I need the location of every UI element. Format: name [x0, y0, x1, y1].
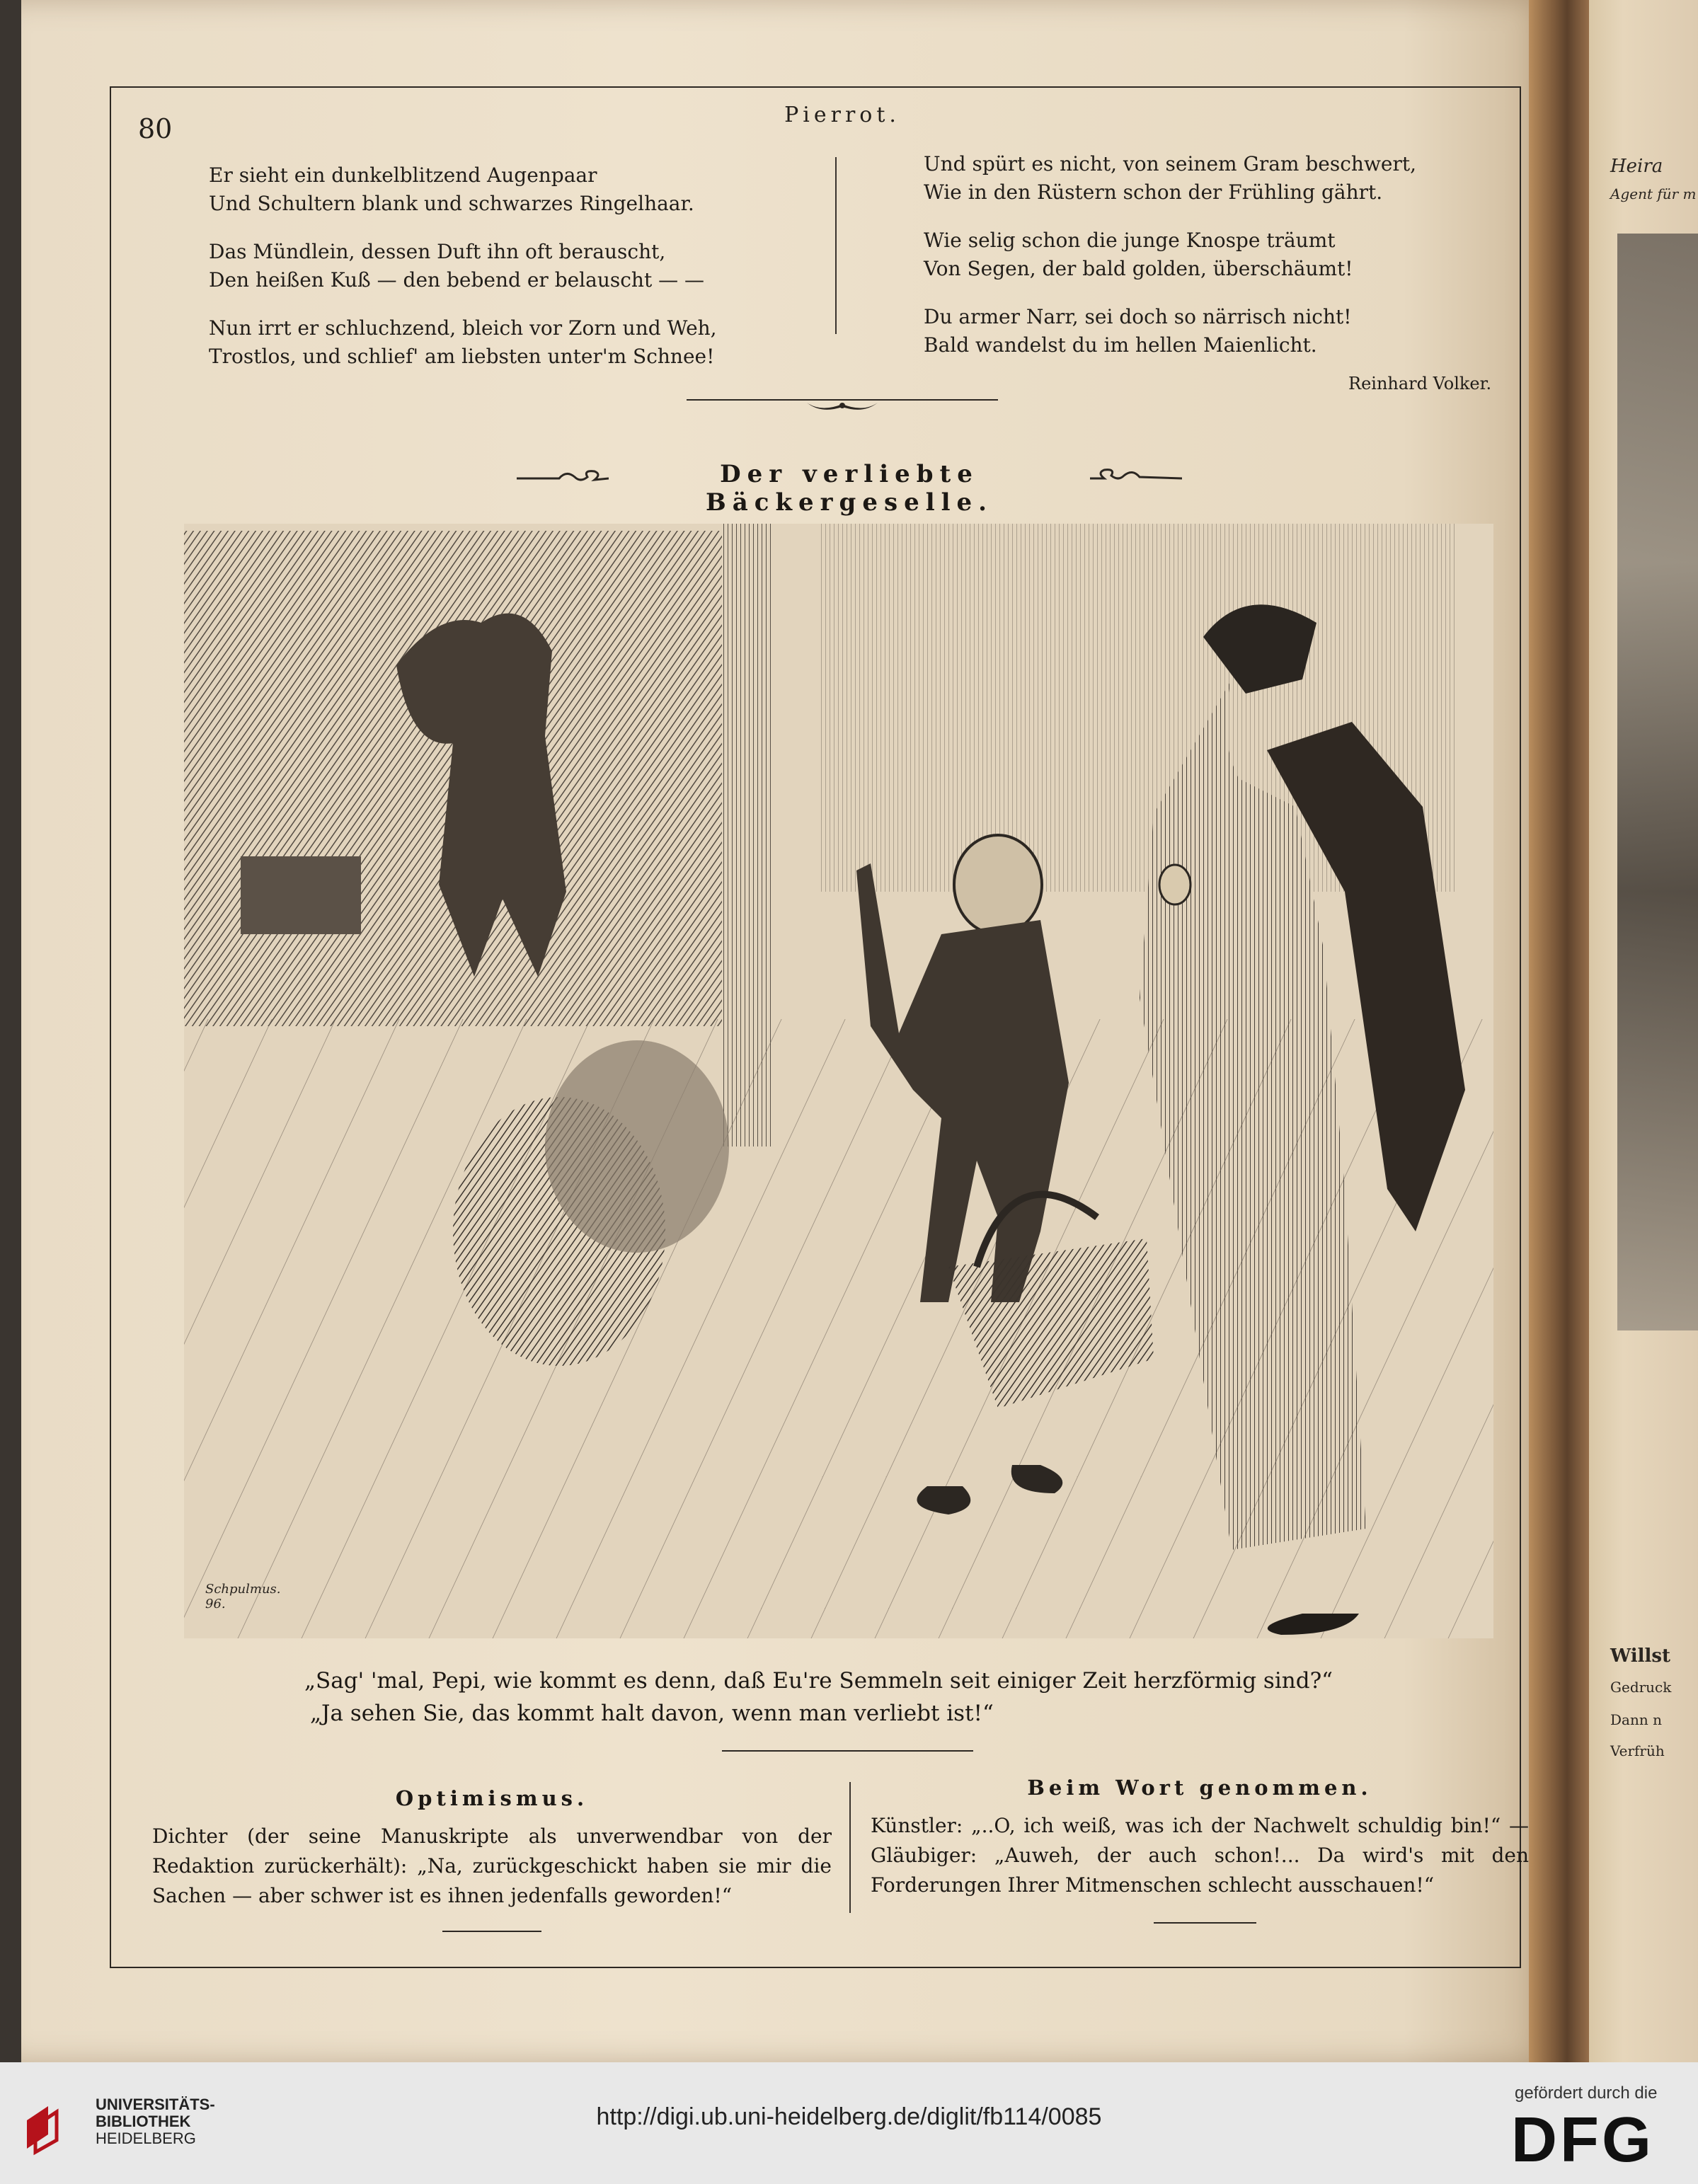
dfg-logo: DFG	[1511, 2105, 1654, 2176]
verse-line: Er sieht ein dunkelblitzend Augenpaar	[209, 163, 597, 187]
verse-line: Trostlos, und schlief' am liebsten unter'm Schnee!	[209, 345, 715, 368]
poem-left-column	[209, 161, 717, 391]
caption-rule	[722, 1750, 973, 1752]
ornament-divider	[687, 393, 998, 414]
funding-note: gefördert durch die	[1515, 2084, 1658, 2103]
adjacent-text: Willst	[1610, 1645, 1671, 1667]
stanza	[209, 238, 717, 294]
caption-line: „Sag' 'mal, Pepi, wie kommt es denn, daß Eu're Semmeln seit einiger Zeit herzförmig sind?“	[304, 1668, 1333, 1694]
viewer-footer	[0, 2062, 1698, 2184]
stanza	[924, 150, 1416, 207]
verse-line: Und Schultern blank und schwarzes Ringelhaar.	[209, 192, 694, 215]
running-head: Pierrot.	[784, 103, 900, 127]
column-divider	[835, 157, 837, 334]
end-rule	[1154, 1922, 1256, 1924]
verse-line: Das Mündlein, dessen Duft ihn oft berauscht,	[209, 240, 666, 263]
verse-line: Den heißen Kuß — den bebend er belauscht — —	[209, 268, 704, 292]
adjacent-text: Heira	[1610, 156, 1663, 177]
adjacent-text: Dann n	[1610, 1711, 1662, 1728]
adjacent-text: Verfrüh	[1610, 1742, 1665, 1759]
verse-line: Wie in den Rüstern schon der Frühling gährt.	[924, 180, 1383, 204]
permalink-url[interactable]: http://digi.ub.uni-heidelberg.de/diglit/fb114/0085	[596, 2103, 1102, 2130]
anecdote-text: Künstler: „..O, ich weiß, was ich der Nachwelt schuldig bin!“ — Gläubiger: „Auweh, der auch schon!... Da wird's mit den Forderungen Ihrer Mitmenschen schlecht ausschauen!“	[871, 1814, 1529, 1897]
library-name-line: HEIDELBERG	[96, 2130, 196, 2147]
poem-right-column	[924, 150, 1416, 379]
poem-author: Reinhard Volker.	[1348, 374, 1492, 393]
stanza	[209, 314, 717, 371]
anecdote-optimism	[152, 1783, 832, 1911]
book-gutter	[1529, 0, 1593, 2062]
verse-line: Nun irrt er schluchzend, bleich vor Zorn und Weh,	[209, 316, 717, 340]
anecdote-heading: Optimismus.	[395, 1786, 589, 1810]
cartoon-heading	[510, 460, 1189, 517]
anecdote-heading: Beim Wort genommen.	[1027, 1776, 1372, 1800]
verse-line: Bald wandelst du im hellen Maienlicht.	[924, 333, 1317, 357]
caption-line: „Ja sehen Sie, das kommt halt davon, wenn man verliebt ist!“	[310, 1701, 994, 1726]
column-divider	[849, 1782, 851, 1913]
end-rule	[442, 1931, 541, 1932]
anecdote-taken-at-word	[871, 1773, 1529, 1900]
verse-line: Und spürt es nicht, von seinem Gram beschwert,	[924, 152, 1417, 176]
flourish-right-icon	[1090, 467, 1182, 488]
stanza	[924, 226, 1416, 283]
artist-signature: Schpulmus. 96.	[205, 1582, 281, 1611]
verse-line: Von Segen, der bald golden, überschäumt!	[924, 257, 1353, 280]
verse-line: Wie selig schon die junge Knospe träumt	[924, 229, 1336, 252]
flourish-left-icon	[517, 467, 609, 488]
cartoon-illustration	[184, 524, 1493, 1638]
cartoon-title: Der verliebte Bäckergeselle.	[705, 460, 994, 517]
cartoon-caption	[304, 1665, 1333, 1730]
library-name-line: UNIVERSITÄTS-	[96, 2096, 215, 2113]
stanza	[924, 303, 1416, 360]
adjacent-illustration	[1617, 234, 1698, 1330]
page-number: 80	[138, 113, 173, 144]
adjacent-text: Agent für m	[1610, 185, 1697, 202]
library-name-line: BIBLIOTHEK	[96, 2113, 191, 2130]
adjacent-page	[1589, 0, 1698, 2062]
anecdote-text: Dichter (der seine Manuskripte als unverwendbar von der Redaktion zurückerhält): „Na, zurückgeschickt haben sie mir die Sachen — aber schwer ist es ihnen jedenfalls geworden!“	[152, 1824, 832, 1907]
stanza	[209, 161, 717, 218]
adjacent-text: Gedruck	[1610, 1679, 1672, 1696]
verse-line: Du armer Narr, sei doch so närrisch nicht!	[924, 305, 1352, 328]
